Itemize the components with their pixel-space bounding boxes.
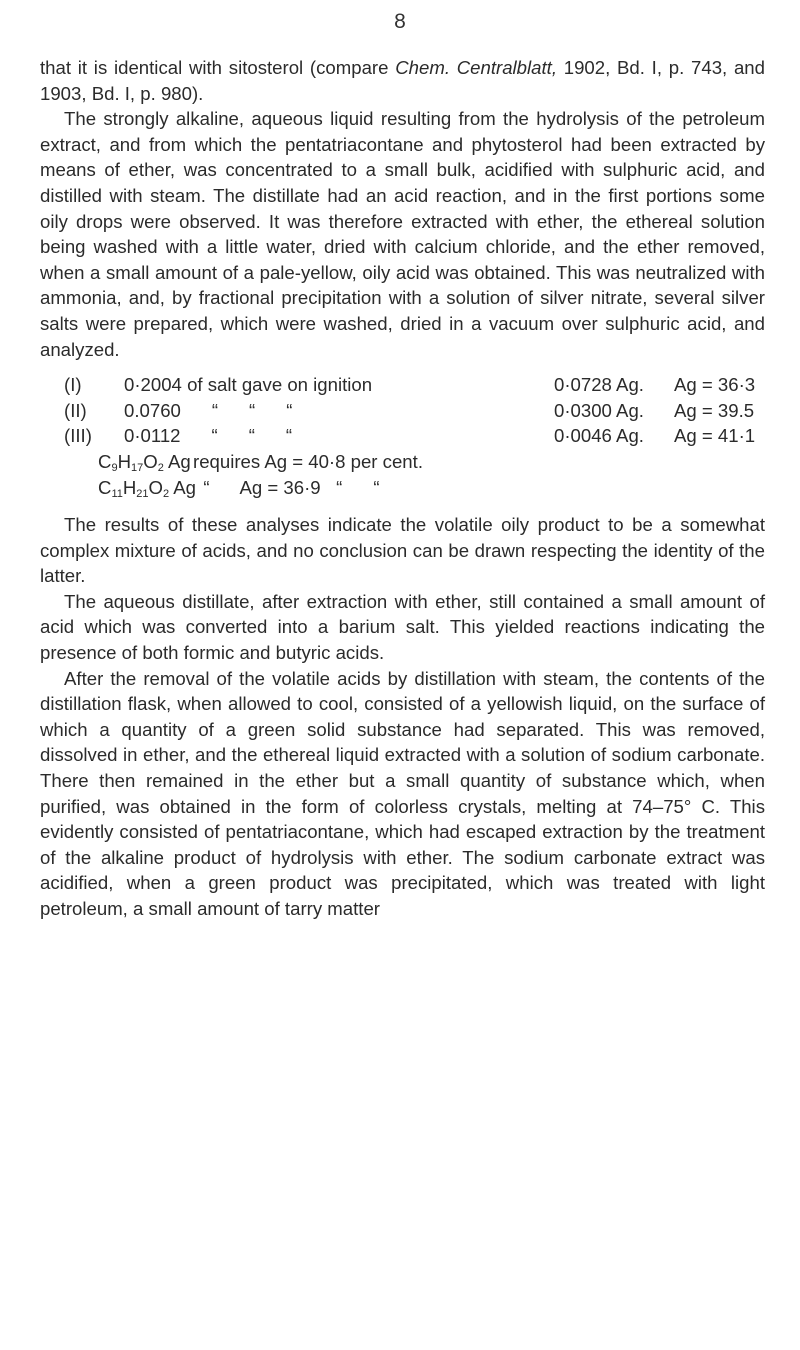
analysis-row: (III) 0·0112 “ “ “ 0·0046 Ag. Ag = 41·1 [64, 425, 756, 447]
chemical-formula: $C_{11}H_{21}O_2$ Ag [98, 476, 197, 500]
analysis-row: (II) 0.0760 “ “ “ 0·0300 Ag. Ag = 39.5 [64, 399, 755, 421]
chemical-formula: $C_9H_{17}O_2$ Ag [98, 450, 191, 474]
paragraph-5: After the removal of the volatile acids by distillation with steam, the contents of the distillation flask, when allowed to cool, consisted of a yellowish liquid, on the surface of which a quantity of a green solid substance had separated. This was removed, dissolved in ether, and the ethereal liquid extracted with a solution of sodium carbonate. There then remained in the ether but a small quantity of substance which, when purified, was obtained in the form of colorless crystals, melting at 74–75° C. This evidently consisted of pentatriacontane, which had escaped extraction by the treatment of the alkaline product of hydrolysis with ether. The sodium carbonate extract was acidified, when a green product was precipitated, which was treated with light petroleum, a small amount of tarry matter [40, 667, 765, 919]
paragraph-4: The aqueous distillate, after extraction with ether, still contained a small amount of acid which was converted into a barium salt. This yielded reactions indicating the presence of both formic and butyric acids. [40, 590, 765, 664]
formula-row: $C_9H_{17}O_2$ Ag requires Ag = 40·8 per cent. [98, 450, 423, 474]
analysis-results [64, 372, 765, 500]
formula-row: $C_{11}H_{21}O_2$ Ag “ Ag = 36·9 “ “ [98, 476, 380, 500]
paragraph-3: The results of these analyses indicate the volatile oily product to be a somewhat complex mixture of acids, and no conclusion can be drawn respecting the identity of the latter. [40, 514, 765, 587]
journal-title: Chem. Centralblatt, [395, 57, 557, 78]
paragraph-1: that it is identical with sitosterol (compare Chem. Centralblatt, 1902, Bd. I, p. 743, and 1903, Bd. I, p. 980). [40, 57, 765, 104]
analysis-row: (I) 0·2004 of salt gave on ignition 0·0728 Ag. Ag = 36·3 [64, 374, 756, 396]
page-body [40, 55, 765, 922]
paragraph-2: The strongly alkaline, aqueous liquid resulting from the hydrolysis of the petroleum extract, and from which the pentatriacontane and phytosterol had been extracted by means of ether, was concentrated to a small bulk, acidified with sulphuric acid, and distilled with steam. The distillate had an acid reaction, and in the first portions some oily drops were observed. It was therefore extracted with ether, the ethereal solution being washed with a little water, dried with calcium chloride, and the ether removed, when a small amount of a pale-yellow, oily acid was obtained. This was neutralized with ammonia, and, by fractional precipitation with a solution of silver nitrate, several silver salts were prepared, which were washed, dried in a vacuum over sulphuric acid, and analyzed. [40, 108, 765, 360]
page-number: 8 [394, 10, 406, 33]
